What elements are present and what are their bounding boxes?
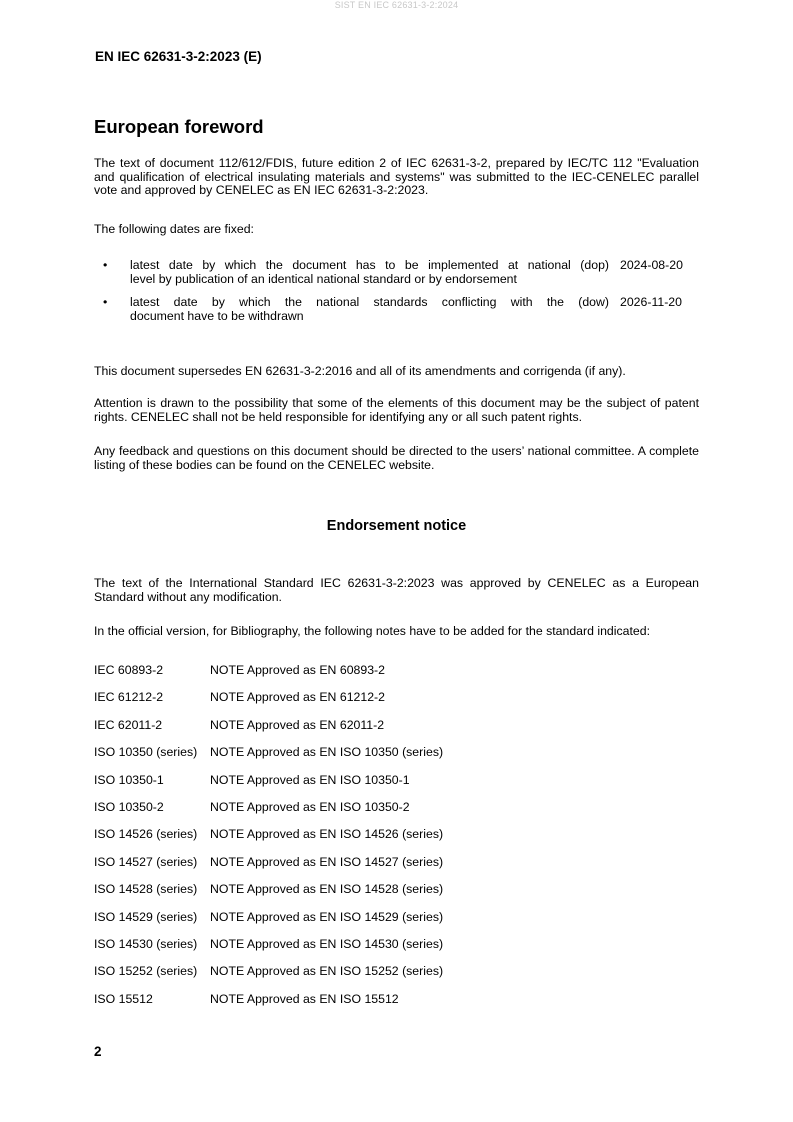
attention-paragraph: Attention is drawn to the possibility that some of the elements of this document may be the subject of patent rights. CENELEC shall not be held responsible for identifying any or all such patent rights.	[94, 396, 699, 424]
page-number: 2	[94, 1044, 102, 1059]
note-row	[94, 882, 699, 909]
date-value: 2024-08-20	[620, 258, 683, 272]
note-row	[94, 690, 699, 717]
note-text: NOTE Approved as EN ISO 14528 (series)	[210, 882, 444, 897]
note-row	[94, 937, 699, 964]
note-reference: ISO 14526 (series)	[94, 827, 198, 842]
date-item-line: latest date by which the national standards conflicting with the (dow)	[130, 295, 609, 309]
bibliography-intro: In the official version, for Bibliography, the following notes have to be added for the standard indicated:	[94, 624, 650, 638]
note-text: NOTE Approved as EN ISO 10350-1	[210, 772, 410, 787]
bullet-icon: •	[103, 295, 108, 309]
note-row	[94, 992, 699, 1019]
note-reference: IEC 62011-2	[94, 717, 163, 732]
note-row	[94, 964, 699, 991]
note-reference: ISO 10350-2	[94, 799, 164, 814]
note-text: NOTE Approved as EN ISO 15252 (series)	[210, 964, 444, 979]
note-reference: ISO 14529 (series)	[94, 909, 198, 924]
feedback-paragraph: Any feedback and questions on this document should be directed to the users’ national committee. A complete listing of these bodies can be found on the CENELEC website.	[94, 444, 699, 472]
note-text: NOTE Approved as EN ISO 14527 (series)	[210, 854, 444, 869]
endorsement-title: Endorsement notice	[326, 518, 467, 534]
note-text: NOTE Approved as EN ISO 14530 (series)	[210, 936, 444, 951]
note-reference: IEC 61212-2	[94, 690, 164, 705]
note-row	[94, 745, 699, 772]
date-item-line: document have to be withdrawn	[130, 308, 304, 323]
note-text: NOTE Approved as EN 61212-2	[210, 690, 385, 705]
note-row	[94, 663, 699, 690]
note-text: NOTE Approved as EN ISO 10350 (series)	[210, 745, 444, 760]
note-text: NOTE Approved as EN ISO 15512	[210, 991, 399, 1006]
note-reference: ISO 10350-1	[94, 772, 164, 787]
note-row	[94, 910, 699, 937]
note-reference: IEC 60893-2	[94, 663, 164, 677]
date-item-description	[130, 259, 609, 286]
note-row	[94, 855, 699, 882]
foreword-title: European foreword	[94, 116, 264, 137]
note-reference: ISO 14528 (series)	[94, 882, 198, 897]
date-item-line: latest date by which the document has to be implemented at national (dop)	[130, 258, 609, 272]
note-reference: ISO 14527 (series)	[94, 854, 198, 869]
supersedes-paragraph: This document supersedes EN 62631-3-2:2016 and all of its amendments and corrigenda (if any).	[94, 364, 626, 378]
note-text: NOTE Approved as EN ISO 10350-2	[210, 799, 410, 814]
bibliography-notes	[94, 663, 699, 1019]
watermark: SIST EN IEC 62631-3-2:2024	[334, 0, 459, 10]
note-text: NOTE Approved as EN 62011-2	[210, 717, 385, 732]
note-text: NOTE Approved as EN 60893-2	[210, 663, 385, 677]
date-item-line: level by publication of an identical national standard or by endorsement	[130, 271, 517, 286]
note-reference: ISO 15252 (series)	[94, 964, 198, 979]
foreword-paragraph: The text of document 112/612/FDIS, future edition 2 of IEC 62631-3-2, prepared by IEC/TC 112 "Evaluation and qualification of electrical insulating materials and systems" was submitted to the IEC-CENELEC parallel vote and approved by CENELEC as EN IEC 62631-3-2:2023.	[94, 156, 699, 198]
date-item-description	[130, 296, 609, 323]
bullet-icon: •	[103, 258, 108, 272]
note-row	[94, 773, 699, 800]
note-text: NOTE Approved as EN ISO 14526 (series)	[210, 827, 444, 842]
note-row	[94, 827, 699, 854]
note-reference: ISO 15512	[94, 991, 153, 1006]
dates-intro: The following dates are fixed:	[94, 222, 254, 236]
note-reference: ISO 14530 (series)	[94, 936, 198, 951]
note-row	[94, 800, 699, 827]
note-text: NOTE Approved as EN ISO 14529 (series)	[210, 909, 444, 924]
note-row	[94, 718, 699, 745]
document-identifier: EN IEC 62631-3-2:2023 (E)	[95, 49, 262, 64]
endorsement-paragraph: The text of the International Standard IEC 62631-3-2:2023 was approved by CENELEC as a European Standard without any modification.	[94, 576, 699, 604]
note-reference: ISO 10350 (series)	[94, 745, 198, 760]
date-value: 2026-11-20	[620, 295, 682, 309]
